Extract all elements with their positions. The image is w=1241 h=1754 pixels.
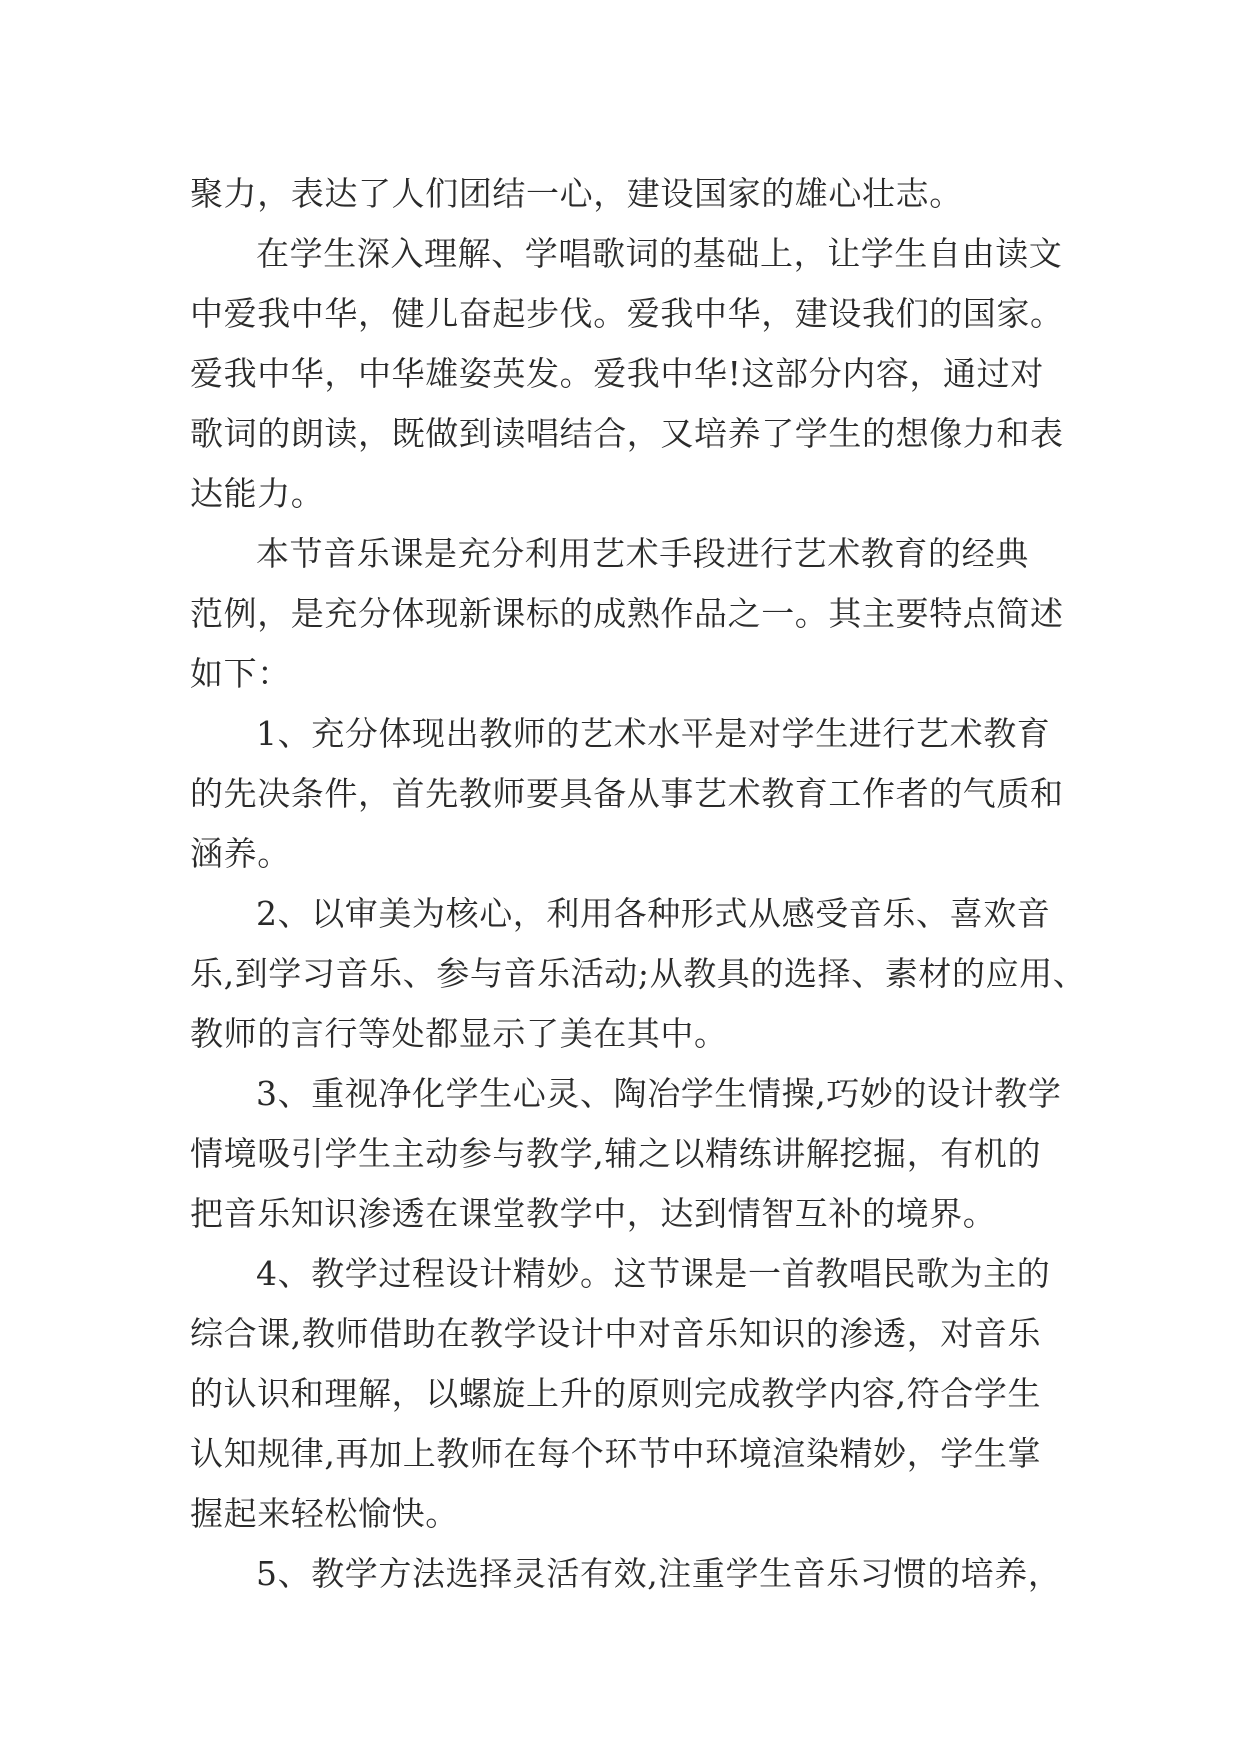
text-line: 本节音乐课是充分利用艺术手段进行艺术教育的经典	[256, 534, 1029, 573]
text-line: 教师的言行等处都显示了美在其中。	[190, 1014, 728, 1053]
text-line: 达能力。	[190, 474, 325, 513]
text-line: 涵养。	[190, 834, 291, 873]
text-line: 在学生深入理解、学唱歌词的基础上，让学生自由读文	[256, 234, 1063, 273]
text-line: 情境吸引学生主动参与教学,辅之以精练讲解挖掘，有机的	[190, 1134, 1042, 1173]
text-line: 5、教学方法选择灵活有效,注重学生音乐习惯的培养，	[256, 1554, 1062, 1593]
text-line: 的先决条件，首先教师要具备从事艺术教育工作者的气质和	[190, 774, 1064, 813]
text-line: 握起来轻松愉快。	[190, 1494, 459, 1533]
text-line: 认知规律,再加上教师在每个环节中环境渲染精妙，学生掌	[190, 1434, 1042, 1473]
text-line: 爱我中华，中华雄姿英发。爱我中华!这部分内容，通过对	[190, 354, 1044, 393]
text-line: 的认识和理解，以螺旋上升的原则完成教学内容,符合学生	[190, 1374, 1042, 1413]
text-line: 3、重视净化学生心灵、陶冶学生情操,巧妙的设计教学	[256, 1074, 1062, 1113]
document-body	[190, 164, 1087, 1604]
text-line: 如下：	[190, 654, 291, 693]
text-line: 4、教学过程设计精妙。这节课是一首教唱民歌为主的	[256, 1254, 1051, 1293]
text-line: 2、以审美为核心，利用各种形式从感受音乐、喜欢音	[256, 894, 1051, 933]
text-line: 乐,到学习音乐、参与音乐活动;从教具的选择、素材的应用、	[190, 954, 1087, 993]
text-line: 范例，是充分体现新课标的成熟作品之一。其主要特点简述	[190, 594, 1064, 633]
text-line: 聚力，表达了人们团结一心，建设国家的雄心壮志。	[190, 174, 963, 213]
text-line: 中爱我中华，健儿奋起步伐。爱我中华，建设我们的国家。	[190, 294, 1064, 333]
text-line: 歌词的朗读，既做到读唱结合，又培养了学生的想像力和表	[190, 414, 1064, 453]
text-line: 1、充分体现出教师的艺术水平是对学生进行艺术教育	[256, 714, 1051, 753]
text-line: 把音乐知识渗透在课堂教学中，达到情智互补的境界。	[190, 1194, 997, 1233]
text-line: 综合课,教师借助在教学设计中对音乐知识的渗透，对音乐	[190, 1314, 1042, 1353]
